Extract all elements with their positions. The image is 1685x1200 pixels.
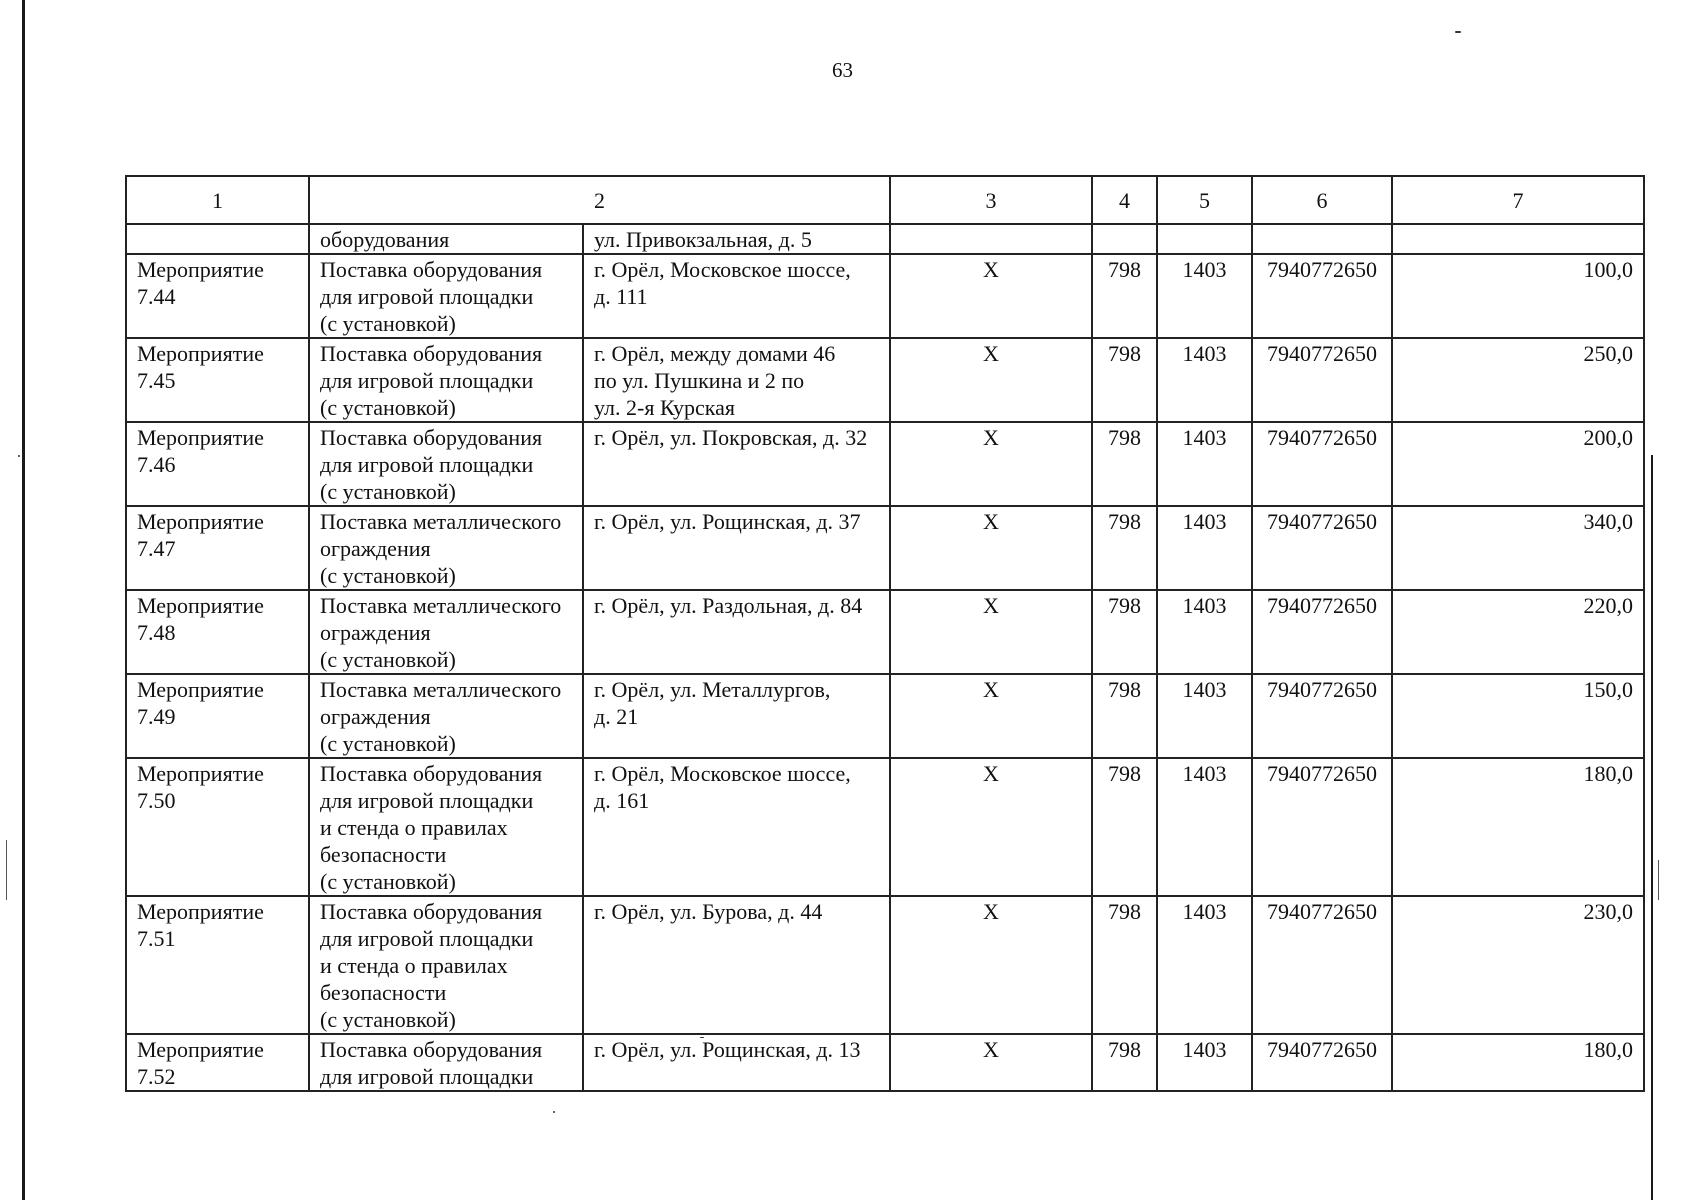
col7-cell: 200,0 — [1392, 422, 1644, 506]
table-row — [126, 506, 1644, 590]
col6-cell: 7940772650 — [1252, 254, 1392, 338]
table-row — [126, 224, 1644, 254]
event-cell — [126, 224, 309, 254]
col6-cell: 7940772650 — [1252, 338, 1392, 422]
col6-cell: 7940772650 — [1252, 758, 1392, 896]
col6-cell: 7940772650 — [1252, 422, 1392, 506]
col6-cell — [1252, 224, 1392, 254]
event-cell: Мероприятие 7.44 — [126, 254, 309, 338]
col3-cell: X — [890, 1034, 1092, 1091]
col7-cell: 100,0 — [1392, 254, 1644, 338]
event-cell: Мероприятие 7.49 — [126, 674, 309, 758]
col3-cell: X — [890, 590, 1092, 674]
header-col-3: 3 — [890, 176, 1092, 224]
address-cell: г. Орёл, ул. Металлургов, д. 21 — [583, 674, 890, 758]
table-row — [126, 674, 1644, 758]
col6-cell: 7940772650 — [1252, 506, 1392, 590]
col4-cell: 798 — [1092, 338, 1157, 422]
col3-cell: X — [890, 422, 1092, 506]
scan-speck — [18, 455, 20, 457]
table-header-row — [126, 176, 1644, 224]
col5-cell: 1403 — [1157, 338, 1252, 422]
address-cell: г. Орёл, ул. Бурова, д. 44 — [583, 896, 890, 1034]
col4-cell: 798 — [1092, 506, 1157, 590]
scan-edge-right — [1651, 455, 1653, 1200]
col7-cell — [1392, 224, 1644, 254]
address-cell: г. Орёл, ул. Рощинская, д. 37 — [583, 506, 890, 590]
table-row — [126, 590, 1644, 674]
scan-edge-left — [22, 0, 25, 1200]
col6-cell: 7940772650 — [1252, 1034, 1392, 1091]
scan-speck — [1455, 31, 1461, 33]
address-cell: г. Орёл, между домами 46 по ул. Пушкина и 2 по ул. 2-я Курская — [583, 338, 890, 422]
budget-table — [125, 175, 1645, 1092]
address-cell: г. Орёл, ул. Покровская, д. 32 — [583, 422, 890, 506]
col3-cell: X — [890, 254, 1092, 338]
table-row — [126, 338, 1644, 422]
col5-cell: 1403 — [1157, 422, 1252, 506]
col5-cell: 1403 — [1157, 896, 1252, 1034]
col5-cell: 1403 — [1157, 590, 1252, 674]
scan-mark — [1658, 860, 1659, 900]
event-cell: Мероприятие 7.47 — [126, 506, 309, 590]
col7-cell: 220,0 — [1392, 590, 1644, 674]
address-cell: г. Орёл, Московское шоссе, д. 111 — [583, 254, 890, 338]
col4-cell: 798 — [1092, 896, 1157, 1034]
header-col-4: 4 — [1092, 176, 1157, 224]
col7-cell: 180,0 — [1392, 1034, 1644, 1091]
col4-cell: 798 — [1092, 590, 1157, 674]
event-cell: Мероприятие 7.52 — [126, 1034, 309, 1091]
col4-cell — [1092, 224, 1157, 254]
event-cell: Мероприятие 7.46 — [126, 422, 309, 506]
name-cell: Поставка оборудования для игровой площадки и стенда о правилах безопасности (с установкой) — [309, 758, 583, 896]
col3-cell: X — [890, 338, 1092, 422]
table-row — [126, 422, 1644, 506]
name-cell: оборудования — [309, 224, 583, 254]
event-cell: Мероприятие 7.45 — [126, 338, 309, 422]
col3-cell — [890, 224, 1092, 254]
header-col-5: 5 — [1157, 176, 1252, 224]
name-cell: Поставка металлического ограждения (с установкой) — [309, 674, 583, 758]
address-cell: ул. Привокзальная, д. 5 — [583, 224, 890, 254]
scan-mark — [6, 840, 7, 900]
header-col-1: 1 — [126, 176, 309, 224]
name-cell: Поставка оборудования для игровой площадки и стенда о правилах безопасности (с установкой) — [309, 896, 583, 1034]
col5-cell: 1403 — [1157, 506, 1252, 590]
table-row — [126, 758, 1644, 896]
address-cell: г. Орёл, ул. Раздольная, д. 84 — [583, 590, 890, 674]
table-row — [126, 254, 1644, 338]
col6-cell: 7940772650 — [1252, 896, 1392, 1034]
page-number: 63 — [832, 58, 853, 82]
table-row — [126, 1034, 1644, 1091]
event-cell: Мероприятие 7.51 — [126, 896, 309, 1034]
col3-cell: X — [890, 896, 1092, 1034]
col5-cell: 1403 — [1157, 254, 1252, 338]
name-cell: Поставка оборудования для игровой площадки — [309, 1034, 583, 1091]
col4-cell: 798 — [1092, 1034, 1157, 1091]
name-cell: Поставка оборудования для игровой площадки (с установкой) — [309, 254, 583, 338]
name-cell: Поставка оборудования для игровой площадки (с установкой) — [309, 338, 583, 422]
col4-cell: 798 — [1092, 254, 1157, 338]
header-col-6: 6 — [1252, 176, 1392, 224]
col7-cell: 150,0 — [1392, 674, 1644, 758]
col6-cell: 7940772650 — [1252, 674, 1392, 758]
col5-cell — [1157, 224, 1252, 254]
event-cell: Мероприятие 7.48 — [126, 590, 309, 674]
address-cell: г. Орёл, Московское шоссе, д. 161 — [583, 758, 890, 896]
header-col-7: 7 — [1392, 176, 1644, 224]
scan-speck — [553, 1111, 555, 1113]
col4-cell: 798 — [1092, 674, 1157, 758]
event-cell: Мероприятие 7.50 — [126, 758, 309, 896]
address-cell: г. Орёл, ул. Рощинская, д. 13 — [583, 1034, 890, 1091]
col3-cell: X — [890, 758, 1092, 896]
col7-cell: 180,0 — [1392, 758, 1644, 896]
col7-cell: 230,0 — [1392, 896, 1644, 1034]
col3-cell: X — [890, 506, 1092, 590]
col3-cell: X — [890, 674, 1092, 758]
col5-cell: 1403 — [1157, 758, 1252, 896]
col4-cell: 798 — [1092, 758, 1157, 896]
header-col-2: 2 — [309, 176, 890, 224]
name-cell: Поставка металлического ограждения (с установкой) — [309, 506, 583, 590]
col7-cell: 250,0 — [1392, 338, 1644, 422]
col7-cell: 340,0 — [1392, 506, 1644, 590]
col4-cell: 798 — [1092, 422, 1157, 506]
col5-cell: 1403 — [1157, 674, 1252, 758]
col6-cell: 7940772650 — [1252, 590, 1392, 674]
name-cell: Поставка оборудования для игровой площадки (с установкой) — [309, 422, 583, 506]
col5-cell: 1403 — [1157, 1034, 1252, 1091]
table-row — [126, 896, 1644, 1034]
name-cell: Поставка металлического ограждения (с установкой) — [309, 590, 583, 674]
